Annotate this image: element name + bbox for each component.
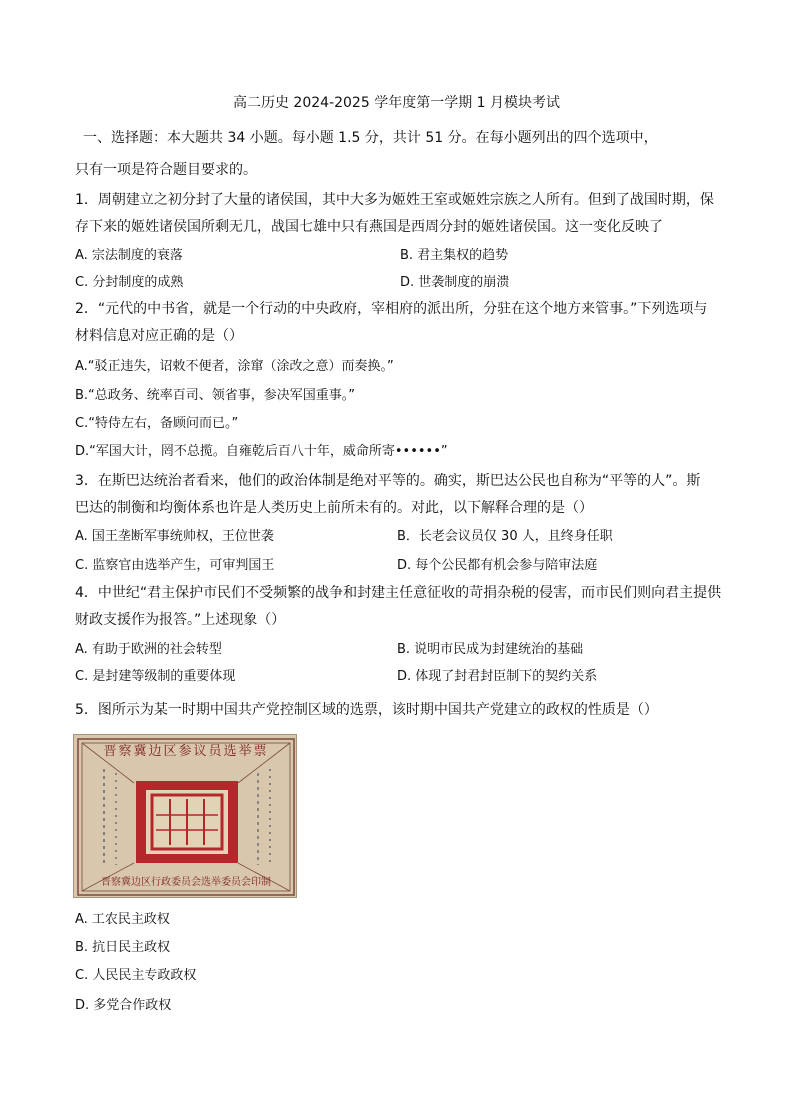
q1-stem-line-1: 1．周朝建立之初分封了大量的诸侯国，其中大多为姬姓王室或姬姓宗族之人所有。但到了战国时期，保 <box>75 192 714 208</box>
q2-option-c[interactable]: C.“特侍左右，备顾问而已。” <box>75 416 239 431</box>
q5-stem-line-1: 5．图所示为某一时期中国共产党控制区域的选票，该时期中国共产党建立的政权的性质是（） <box>75 702 658 718</box>
ballot-bottom-text: 晋察冀边区行政委员会选举委员会印制 <box>101 877 271 888</box>
q5-option-d[interactable]: D. 多党合作政权 <box>75 998 172 1013</box>
q3-option-a[interactable]: A. 国王垄断军事统帅权，王位世袭 <box>75 529 274 544</box>
q4-stem-line-2: 财政支援作为报答。”上述现象（） <box>75 612 286 628</box>
page-title: 高二历史 2024-2025 学年度第一学期 1 月模块考试 <box>232 95 561 111</box>
q2-option-a[interactable]: A.“驳正违失，诏敕不便者，涂窜（涂改之意）而奏换。” <box>75 359 394 374</box>
q5-option-c[interactable]: C. 人民民主专政政权 <box>75 968 197 983</box>
q3-option-c[interactable]: C. 监察官由选举产生，可审判国王 <box>75 558 275 573</box>
q2-stem-line-1: 2．“元代的中书省，就是一个行动的中央政府，宰相府的派出所，分驻在这个地方来管事。”下列选项与 <box>75 301 708 317</box>
ballot-top-text: 晋察冀边区参议员选举票 <box>103 744 269 759</box>
q4-stem-line-1: 4．中世纪“君主保护市民们不受频繁的战争和封建主任意征收的苛捐杂税的侵害，而市民们则向君主提供 <box>75 585 722 601</box>
q1-option-b[interactable]: B. 君主集权的趋势 <box>400 248 509 263</box>
q4-option-a[interactable]: A. 有助于欧洲的社会转型 <box>75 642 222 657</box>
ballot-image <box>73 734 297 898</box>
q1-option-d[interactable]: D. 世袭制度的崩溃 <box>400 275 510 290</box>
q3-stem-line-2: 巴达的制衡和均衡体系也许是人类历史上前所未有的。对此，以下解释合理的是（） <box>75 500 593 516</box>
section-instruction-1: 一、选择题：本大题共 34 小题。每小题 1.5 分，共计 51 分。在每小题列出的四个选项中， <box>83 130 658 146</box>
q4-option-c[interactable]: C. 是封建等级制的重要体现 <box>75 669 236 684</box>
q5-option-a[interactable]: A. 工农民主政权 <box>75 912 170 927</box>
q1-option-a[interactable]: A. 宗法制度的衰落 <box>75 248 183 263</box>
q3-option-b[interactable]: B．长老会议员仅 30 人，且终身任职 <box>397 529 613 544</box>
q2-stem-line-2: 材料信息对应正确的是（） <box>75 328 243 344</box>
section-instruction-2: 只有一项是符合题目要求的。 <box>75 162 257 178</box>
q4-option-b[interactable]: B. 说明市民成为封建统治的基础 <box>397 642 584 657</box>
q2-option-b[interactable]: B.“总政务、统率百司、领省事，参决军国重事。” <box>75 388 356 403</box>
q4-option-d[interactable]: D. 体现了封君封臣制下的契约关系 <box>397 669 598 684</box>
q3-stem-line-1: 3．在斯巴达统治者看来，他们的政治体制是绝对平等的。确实，斯巴达公民也自称为“平等的人”。斯 <box>75 473 701 489</box>
q3-option-d[interactable]: D. 每个公民都有机会参与陪审法庭 <box>397 558 598 573</box>
q1-option-c[interactable]: C. 分封制度的成熟 <box>75 275 184 290</box>
q1-stem-line-2: 存下来的姬姓诸侯国所剩无几，战国七雄中只有燕国是西周分封的姬姓诸侯国。这一变化反映了 <box>75 219 663 235</box>
q5-option-b[interactable]: B. 抗日民主政权 <box>75 940 171 955</box>
q2-option-d[interactable]: D.“军国大计，罔不总揽。自雍乾后百八十年，威命所寄••••••” <box>75 444 448 459</box>
